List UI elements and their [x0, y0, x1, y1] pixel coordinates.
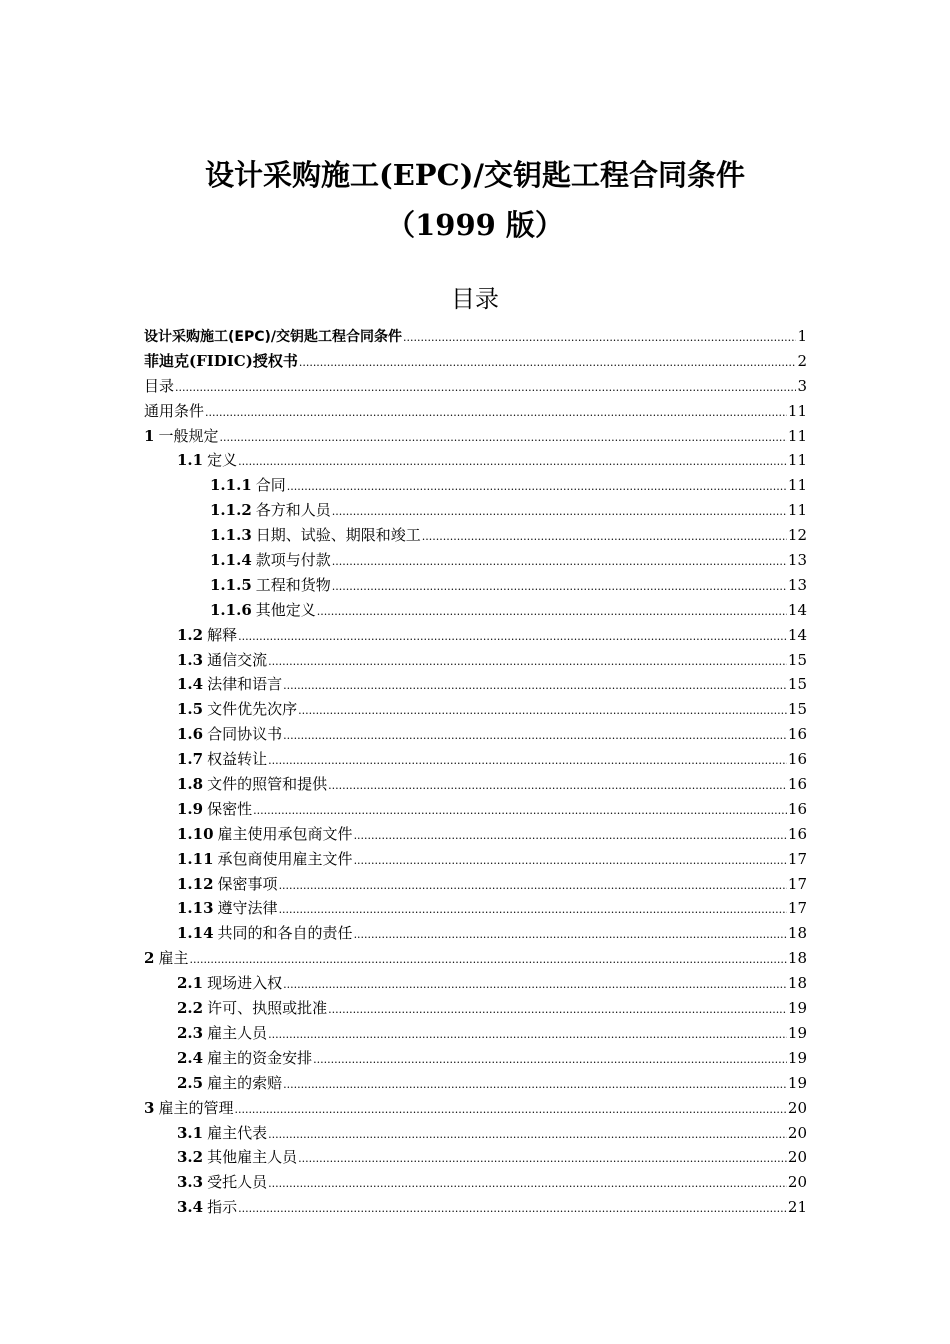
dot-leader — [234, 1098, 786, 1123]
toc-entry-number: 3.3 — [177, 1173, 204, 1192]
toc-entry-title: 菲迪克(FIDIC)授权书 — [144, 351, 298, 370]
toc-entry-title: 目录 — [144, 376, 175, 395]
toc-entry-title: 受托人员 — [207, 1173, 268, 1192]
toc-entry[interactable] — [144, 996, 807, 1021]
toc-entry-number: 2.4 — [177, 1048, 204, 1067]
toc-entry-page-number: 19 — [787, 1048, 807, 1067]
toc-entry[interactable] — [144, 424, 807, 449]
toc-entry[interactable] — [144, 1145, 807, 1170]
toc-entry[interactable] — [144, 548, 807, 573]
toc-entry-title: 解释 — [207, 625, 238, 644]
dot-leader — [403, 326, 796, 351]
toc-entry-number: 1.10 — [177, 824, 214, 843]
dot-leader — [279, 898, 787, 923]
toc-entry-title: 其他定义 — [255, 600, 316, 619]
toc-entry-page-number: 15 — [787, 675, 807, 694]
toc-entry-page-number: 13 — [787, 575, 807, 594]
dot-leader — [268, 1023, 787, 1048]
toc-entry-page-number: 20 — [787, 1098, 807, 1117]
toc-entry[interactable] — [144, 1096, 807, 1121]
toc-entry-title: 保密事项 — [217, 874, 278, 893]
toc-entry-page-number: 2 — [797, 351, 807, 370]
dot-leader — [332, 550, 787, 575]
toc-entry[interactable] — [144, 623, 807, 648]
toc-entry-title: 雇主的资金安排 — [207, 1048, 313, 1067]
dot-leader — [283, 1073, 787, 1098]
toc-entry-title: 通信交流 — [207, 650, 268, 669]
dot-leader — [317, 600, 787, 625]
toc-entry-page-number: 11 — [787, 476, 807, 495]
dot-leader — [268, 650, 787, 675]
toc-entry-number: 3.1 — [177, 1123, 204, 1142]
toc-entry-page-number: 3 — [797, 376, 807, 395]
toc-entry-page-number: 11 — [787, 401, 807, 420]
toc-entry-number: 3 — [144, 1098, 155, 1117]
toc-entry[interactable] — [144, 672, 807, 697]
toc-entry-page-number: 20 — [787, 1148, 807, 1167]
toc-entry[interactable] — [144, 772, 807, 797]
toc-entry[interactable] — [144, 473, 807, 498]
dot-leader — [205, 401, 787, 426]
toc-entry-title: 雇主代表 — [207, 1123, 268, 1142]
dot-leader — [422, 525, 787, 550]
toc-entry[interactable] — [144, 349, 807, 374]
toc-entry[interactable] — [144, 747, 807, 772]
dot-leader — [189, 948, 786, 973]
toc-entry-page-number: 15 — [787, 650, 807, 669]
toc-entry-page-number: 18 — [787, 924, 807, 943]
toc-entry-title: 保密性 — [207, 799, 253, 818]
table-of-contents — [144, 324, 807, 1220]
toc-entry-number: 3.2 — [177, 1148, 204, 1167]
toc-entry[interactable] — [144, 1071, 807, 1096]
toc-entry[interactable] — [144, 921, 807, 946]
toc-entry[interactable] — [144, 498, 807, 523]
toc-entry-page-number: 19 — [787, 999, 807, 1018]
dot-leader — [219, 426, 786, 451]
toc-entry-title: 款项与付款 — [255, 551, 331, 570]
dot-leader — [238, 1197, 787, 1222]
toc-entry[interactable] — [144, 1021, 807, 1046]
toc-entry-page-number: 16 — [787, 725, 807, 744]
dot-leader — [175, 376, 796, 401]
toc-entry-title: 指示 — [207, 1198, 238, 1217]
dot-leader — [328, 998, 787, 1023]
dot-leader — [238, 625, 787, 650]
toc-entry[interactable] — [144, 822, 807, 847]
toc-entry[interactable] — [144, 1046, 807, 1071]
toc-entry-title: 文件的照管和提供 — [207, 775, 328, 794]
toc-entry-title: 许可、执照或批准 — [207, 999, 328, 1018]
toc-entry-title: 文件优先次序 — [207, 700, 298, 719]
dot-leader — [313, 1048, 787, 1073]
dot-leader — [298, 699, 787, 724]
dot-leader — [283, 724, 787, 749]
toc-entry-page-number: 18 — [787, 949, 807, 968]
toc-entry-title: 雇主的管理 — [158, 1098, 234, 1117]
toc-entry-page-number: 18 — [787, 974, 807, 993]
toc-entry-title: 工程和货物 — [255, 575, 331, 594]
dot-leader — [238, 450, 787, 475]
toc-entry-page-number: 16 — [787, 775, 807, 794]
toc-entry[interactable] — [144, 697, 807, 722]
dot-leader — [354, 849, 787, 874]
toc-entry[interactable] — [144, 722, 807, 747]
toc-entry-number: 1.1.5 — [210, 575, 252, 594]
toc-entry-number: 1.5 — [177, 700, 204, 719]
toc-entry-number: 2.3 — [177, 1023, 204, 1042]
toc-entry-number: 3.4 — [177, 1198, 204, 1217]
toc-entry-title: 通用条件 — [144, 401, 205, 420]
toc-entry-number: 1.11 — [177, 849, 214, 868]
toc-entry-page-number: 11 — [787, 426, 807, 445]
toc-entry-number: 1.8 — [177, 775, 204, 794]
toc-entry[interactable] — [144, 896, 807, 921]
toc-entry-title: 其他雇主人员 — [207, 1148, 298, 1167]
toc-entry-page-number: 21 — [787, 1198, 807, 1217]
toc-entry[interactable] — [144, 1195, 807, 1220]
toc-entry-number: 2.2 — [177, 999, 204, 1018]
toc-entry-page-number: 17 — [787, 899, 807, 918]
toc-entry-page-number: 13 — [787, 551, 807, 570]
toc-entry-title: 雇主人员 — [207, 1023, 268, 1042]
toc-entry-number: 1.7 — [177, 750, 204, 769]
toc-entry-number: 1.1.6 — [210, 600, 252, 619]
toc-entry[interactable] — [144, 573, 807, 598]
toc-entry-title: 日期、试验、期限和竣工 — [255, 526, 421, 545]
toc-entry-number: 1.1.2 — [210, 501, 252, 520]
toc-entry-title: 承包商使用雇主文件 — [217, 849, 353, 868]
toc-entry-number: 1.2 — [177, 625, 204, 644]
toc-entry-title: 遵守法律 — [217, 899, 278, 918]
toc-entry-page-number: 17 — [787, 874, 807, 893]
toc-entry-number: 1 — [144, 426, 155, 445]
toc-heading: 目录 — [451, 285, 499, 313]
toc-entry-title: 合同协议书 — [207, 725, 283, 744]
toc-entry-number: 2.1 — [177, 974, 204, 993]
toc-entry[interactable] — [144, 872, 807, 897]
toc-entry-page-number: 19 — [787, 1023, 807, 1042]
toc-entry-number: 1.1.1 — [210, 476, 252, 495]
toc-entry-title: 雇主的索赔 — [207, 1073, 283, 1092]
toc-entry-title: 权益转让 — [207, 750, 268, 769]
toc-entry-number: 1.1 — [177, 451, 204, 470]
document-subtitle: （1999 版） — [386, 208, 564, 242]
dot-leader — [279, 874, 787, 899]
document-title: 设计采购施工(EPC)/交钥匙工程合同条件 — [204, 158, 746, 192]
toc-entry-page-number: 14 — [787, 600, 807, 619]
toc-entry-page-number: 17 — [787, 849, 807, 868]
toc-entry[interactable] — [144, 324, 807, 349]
toc-entry-number: 1.3 — [177, 650, 204, 669]
toc-entry-number: 1.4 — [177, 675, 204, 694]
dot-leader — [253, 799, 787, 824]
toc-entry[interactable] — [144, 946, 807, 971]
toc-entry-title: 定义 — [207, 451, 238, 470]
toc-entry[interactable] — [144, 971, 807, 996]
toc-entry-page-number: 12 — [787, 526, 807, 545]
dot-leader — [299, 351, 797, 376]
dot-leader — [268, 1123, 787, 1148]
dot-leader — [332, 500, 787, 525]
toc-entry-page-number: 19 — [787, 1073, 807, 1092]
toc-entry-page-number: 15 — [787, 700, 807, 719]
toc-entry-number: 2 — [144, 949, 155, 968]
dot-leader — [268, 1172, 787, 1197]
toc-entry[interactable] — [144, 523, 807, 548]
dot-leader — [332, 575, 787, 600]
toc-entry-title: 雇主 — [158, 949, 189, 968]
toc-entry-number: 1.1.4 — [210, 551, 252, 570]
dot-leader — [354, 824, 787, 849]
toc-entry-number: 1.14 — [177, 924, 214, 943]
toc-entry-page-number: 16 — [787, 750, 807, 769]
toc-entry-number: 1.12 — [177, 874, 214, 893]
toc-entry-title: 共同的和各自的责任 — [217, 924, 353, 943]
toc-entry-number: 1.6 — [177, 725, 204, 744]
dot-leader — [354, 923, 787, 948]
dot-leader — [283, 973, 787, 998]
toc-entry-title: 各方和人员 — [255, 501, 331, 520]
dot-leader — [298, 1147, 787, 1172]
toc-entry[interactable] — [144, 797, 807, 822]
toc-entry-number: 1.9 — [177, 799, 204, 818]
toc-entry[interactable] — [144, 1170, 807, 1195]
toc-entry[interactable] — [144, 648, 807, 673]
dot-leader — [287, 475, 787, 500]
toc-entry[interactable] — [144, 598, 807, 623]
toc-entry-title: 一般规定 — [158, 426, 219, 445]
toc-entry-page-number: 20 — [787, 1123, 807, 1142]
toc-entry-number: 1.13 — [177, 899, 214, 918]
toc-entry-number: 1.1.3 — [210, 526, 252, 545]
toc-entry-title: 法律和语言 — [207, 675, 283, 694]
toc-entry-number: 2.5 — [177, 1073, 204, 1092]
toc-entry-page-number: 1 — [797, 327, 807, 345]
toc-entry-title: 雇主使用承包商文件 — [217, 824, 353, 843]
toc-entry-page-number: 14 — [787, 625, 807, 644]
toc-entry[interactable] — [144, 1121, 807, 1146]
toc-entry[interactable] — [144, 399, 807, 424]
toc-entry-page-number: 16 — [787, 824, 807, 843]
dot-leader — [268, 749, 787, 774]
toc-entry-page-number: 11 — [787, 451, 807, 470]
toc-entry-title: 合同 — [255, 476, 286, 495]
dot-leader — [283, 674, 787, 699]
toc-entry-page-number: 16 — [787, 799, 807, 818]
toc-entry[interactable] — [144, 374, 807, 399]
toc-entry-title: 设计采购施工(EPC)/交钥匙工程合同条件 — [144, 329, 403, 345]
toc-entry-page-number: 11 — [787, 501, 807, 520]
toc-entry-page-number: 20 — [787, 1173, 807, 1192]
toc-entry[interactable] — [144, 448, 807, 473]
dot-leader — [328, 774, 787, 799]
toc-entry-title: 现场进入权 — [207, 974, 283, 993]
toc-entry[interactable] — [144, 847, 807, 872]
